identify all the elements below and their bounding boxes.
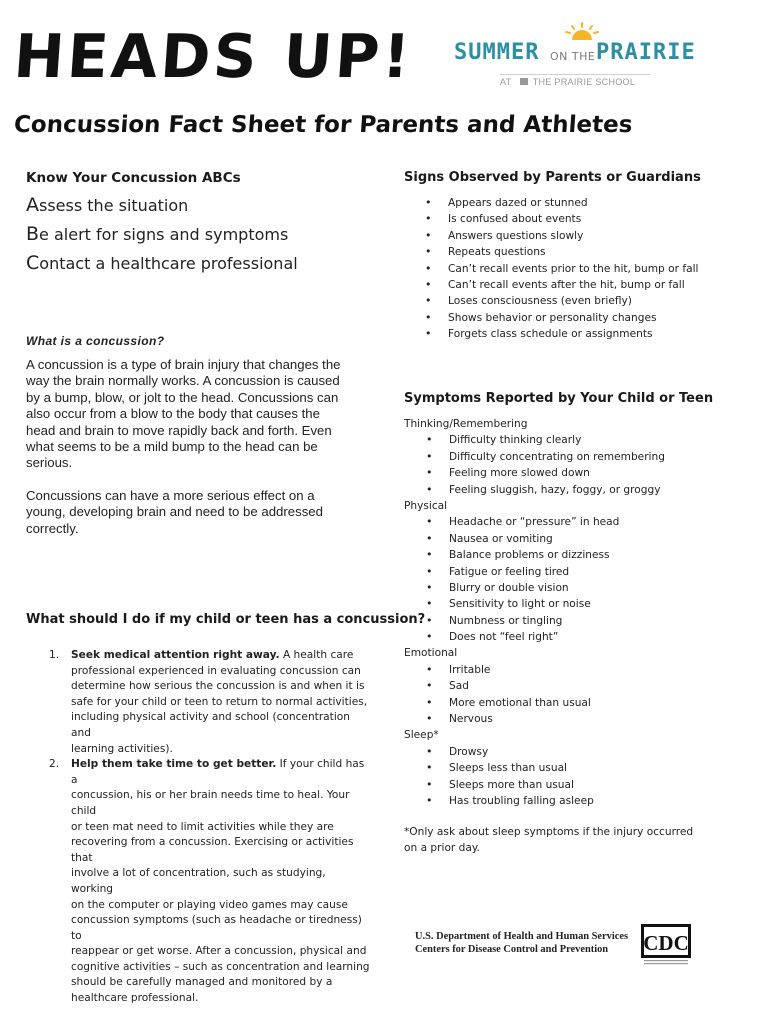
hhs-line-2: Centers for Disease Control and Prevention xyxy=(415,944,609,955)
sign-item: • Can’t recall events prior to the hit, bump or fall xyxy=(448,261,698,277)
symptom-category: Sleep* xyxy=(404,729,439,742)
step-lead: Help them take time to get better. xyxy=(71,758,277,771)
logo-school-name: THE PRAIRIE SCHOOL xyxy=(532,77,636,87)
logo-school-line xyxy=(500,74,650,87)
logo-word-summer: SUMMER xyxy=(454,40,540,65)
abcs-list xyxy=(26,194,298,281)
paragraph-line: way the brain normally works. A concussion is caused xyxy=(26,373,340,389)
step-line: on the computer or playing video games may cause xyxy=(71,898,348,911)
step-line: reappear or get worse. After a concussion, physical and xyxy=(71,945,367,958)
symptom-item: • Sleeps less than usual xyxy=(449,760,744,776)
symptom-item: • More emotional than usual xyxy=(449,695,744,711)
page-subtitle: Concussion Fact Sheet for Parents and Athletes xyxy=(13,112,634,138)
symptom-list xyxy=(449,744,744,810)
step-line: professional experienced in evaluating concussion can xyxy=(71,664,361,677)
paragraph-line: Concussions can have a more serious effect on a xyxy=(26,488,315,503)
paragraph-line: serious. xyxy=(26,455,73,471)
symptom-item: • Difficulty thinking clearly xyxy=(449,432,744,448)
signs-heading: Signs Observed by Parents or Guardians xyxy=(404,170,701,185)
symptom-item: • Sad xyxy=(449,678,744,694)
symptom-item: • Nausea or vomiting xyxy=(449,531,744,547)
paragraph-line: correctly. xyxy=(26,520,79,536)
abcs-heading: Know Your Concussion ABCs xyxy=(26,170,241,186)
sun-icon xyxy=(564,22,600,40)
step-line: recovering from a concussion. Exercising or activities that xyxy=(71,836,354,864)
todo-step xyxy=(49,648,371,757)
step-line: concussion, his or her brain needs time to heal. Your child xyxy=(71,789,350,817)
logo-at: AT xyxy=(500,77,512,87)
hhs-line-1: U.S. Department of Health and Human Services xyxy=(415,931,628,942)
symptom-item: • Drowsy xyxy=(449,744,744,760)
abc-letter: C xyxy=(26,252,40,274)
symptom-item: • Irritable xyxy=(449,662,744,678)
abc-line xyxy=(26,223,298,252)
paragraph-line: also occur from a blow to the body that causes the xyxy=(26,406,320,422)
step-line: including physical activity and school (concentration and xyxy=(71,711,350,739)
abc-text: ontact a healthcare professional xyxy=(39,254,298,273)
note-line: on a prior day. xyxy=(404,842,480,854)
sleep-note xyxy=(404,824,693,856)
todo-heading: What should I do if my child or teen has a concussion? xyxy=(26,612,426,627)
logo-word-on-the: ON THE xyxy=(550,50,596,63)
sign-item: • Shows behavior or personality changes xyxy=(448,310,698,326)
abc-letter: A xyxy=(26,194,39,216)
sign-item: • Is confused about events xyxy=(448,211,698,227)
school-icon xyxy=(520,78,528,85)
sign-item: • Appears dazed or stunned xyxy=(448,195,698,211)
cdc-logo-text: CDC xyxy=(643,931,689,955)
step-line: healthcare professional. xyxy=(71,992,199,1005)
todo-steps-list xyxy=(49,648,371,1007)
abc-line xyxy=(26,194,298,223)
symptom-item: • Fatigue or feeling tired xyxy=(449,564,744,580)
step-number: 1. xyxy=(49,649,60,661)
sign-item: • Repeats questions xyxy=(448,244,698,260)
step-number: 2. xyxy=(49,758,60,771)
symptom-item: • Numbness or tingling xyxy=(449,613,744,629)
symptom-item: • Does not “feel right” xyxy=(449,629,744,645)
symptom-item: • Balance problems or dizziness xyxy=(449,547,744,563)
todo-step xyxy=(49,757,371,1007)
symptom-item: • Headache or “pressure” in head xyxy=(449,514,744,530)
sign-item: • Answers questions slowly xyxy=(448,228,698,244)
what-heading: What is a concussion? xyxy=(26,334,165,348)
cdc-logo xyxy=(641,924,691,966)
symptom-item: • Sleeps more than usual xyxy=(449,777,744,793)
symptom-item: • Blurry or double vision xyxy=(449,580,744,596)
hhs-credit xyxy=(415,930,628,956)
symptom-item: • Feeling more slowed down xyxy=(449,465,744,481)
what-paragraph-1 xyxy=(26,357,341,472)
symptom-item: • Feeling sluggish, hazy, foggy, or groggy xyxy=(449,482,744,498)
paragraph-line: what seems to be a mild bump to the head can be xyxy=(26,439,318,455)
paragraph-line: A concussion is a type of brain injury that changes the xyxy=(26,357,341,372)
symptom-list xyxy=(449,662,744,728)
step-line: cognitive activities – such as concentration and learning xyxy=(71,960,370,973)
symptoms-groups xyxy=(404,416,744,809)
symptom-item: • Nervous xyxy=(449,711,744,727)
abc-letter: B xyxy=(26,223,40,245)
step-line: concussion symptoms (such as headache or tiredness) to xyxy=(71,914,362,942)
symptom-category: Emotional xyxy=(404,647,458,660)
symptom-item: • Has troubling falling asleep xyxy=(449,793,744,809)
cdc-logo-icon xyxy=(641,924,691,966)
what-paragraph-2 xyxy=(26,488,323,537)
step-line: learning activities). xyxy=(71,742,173,755)
symptom-item: • Sensitivity to light or noise xyxy=(449,596,744,612)
symptom-category: Thinking/Remembering xyxy=(404,418,528,430)
abc-line xyxy=(26,252,298,281)
step-line: determine how serious the concussion is and when it is xyxy=(71,680,365,693)
signs-list xyxy=(448,195,698,343)
symptom-list xyxy=(449,432,744,498)
step-line xyxy=(71,757,371,788)
symptom-category: Physical xyxy=(404,499,448,512)
symptom-list xyxy=(449,514,744,645)
step-text: A health care xyxy=(279,649,354,661)
note-line: *Only ask about sleep symptoms if the injury occurred xyxy=(404,826,694,838)
step-line xyxy=(71,648,371,664)
step-line: safe for your child or teen to return to normal activities, xyxy=(71,695,368,708)
sign-item: • Forgets class schedule or assignments xyxy=(448,326,698,342)
paragraph-line: by a bump, blow, or jolt to the head. Concussions can xyxy=(26,389,339,405)
symptom-item: • Difficulty concentrating on remembering xyxy=(449,449,744,465)
summer-on-the-prairie-logo xyxy=(452,22,694,92)
paragraph-line: head and brain to move rapidly back and forth. Even xyxy=(26,422,332,438)
page-title: HEADS UP! xyxy=(11,22,416,92)
sign-item: • Loses consciousness (even briefly) xyxy=(448,293,698,309)
step-line: involve a lot of concentration, such as studying, working xyxy=(71,867,326,895)
step-lead: Seek medical attention right away. xyxy=(71,649,280,661)
symptoms-heading: Symptoms Reported by Your Child or Teen xyxy=(404,391,714,406)
abc-text: e alert for signs and symptoms xyxy=(39,225,289,244)
step-line: should be carefully managed and monitored by a xyxy=(71,976,333,989)
sign-item: • Can’t recall events after the hit, bump or fall xyxy=(448,277,698,293)
logo-word-prairie: PRAIRIE xyxy=(596,40,696,65)
abc-text: ssess the situation xyxy=(39,196,189,215)
step-line: or teen mat need to limit activities while they are xyxy=(71,820,334,833)
step-text: If your child has a xyxy=(71,758,365,786)
paragraph-line: young, developing brain and need to be addressed xyxy=(26,504,323,520)
